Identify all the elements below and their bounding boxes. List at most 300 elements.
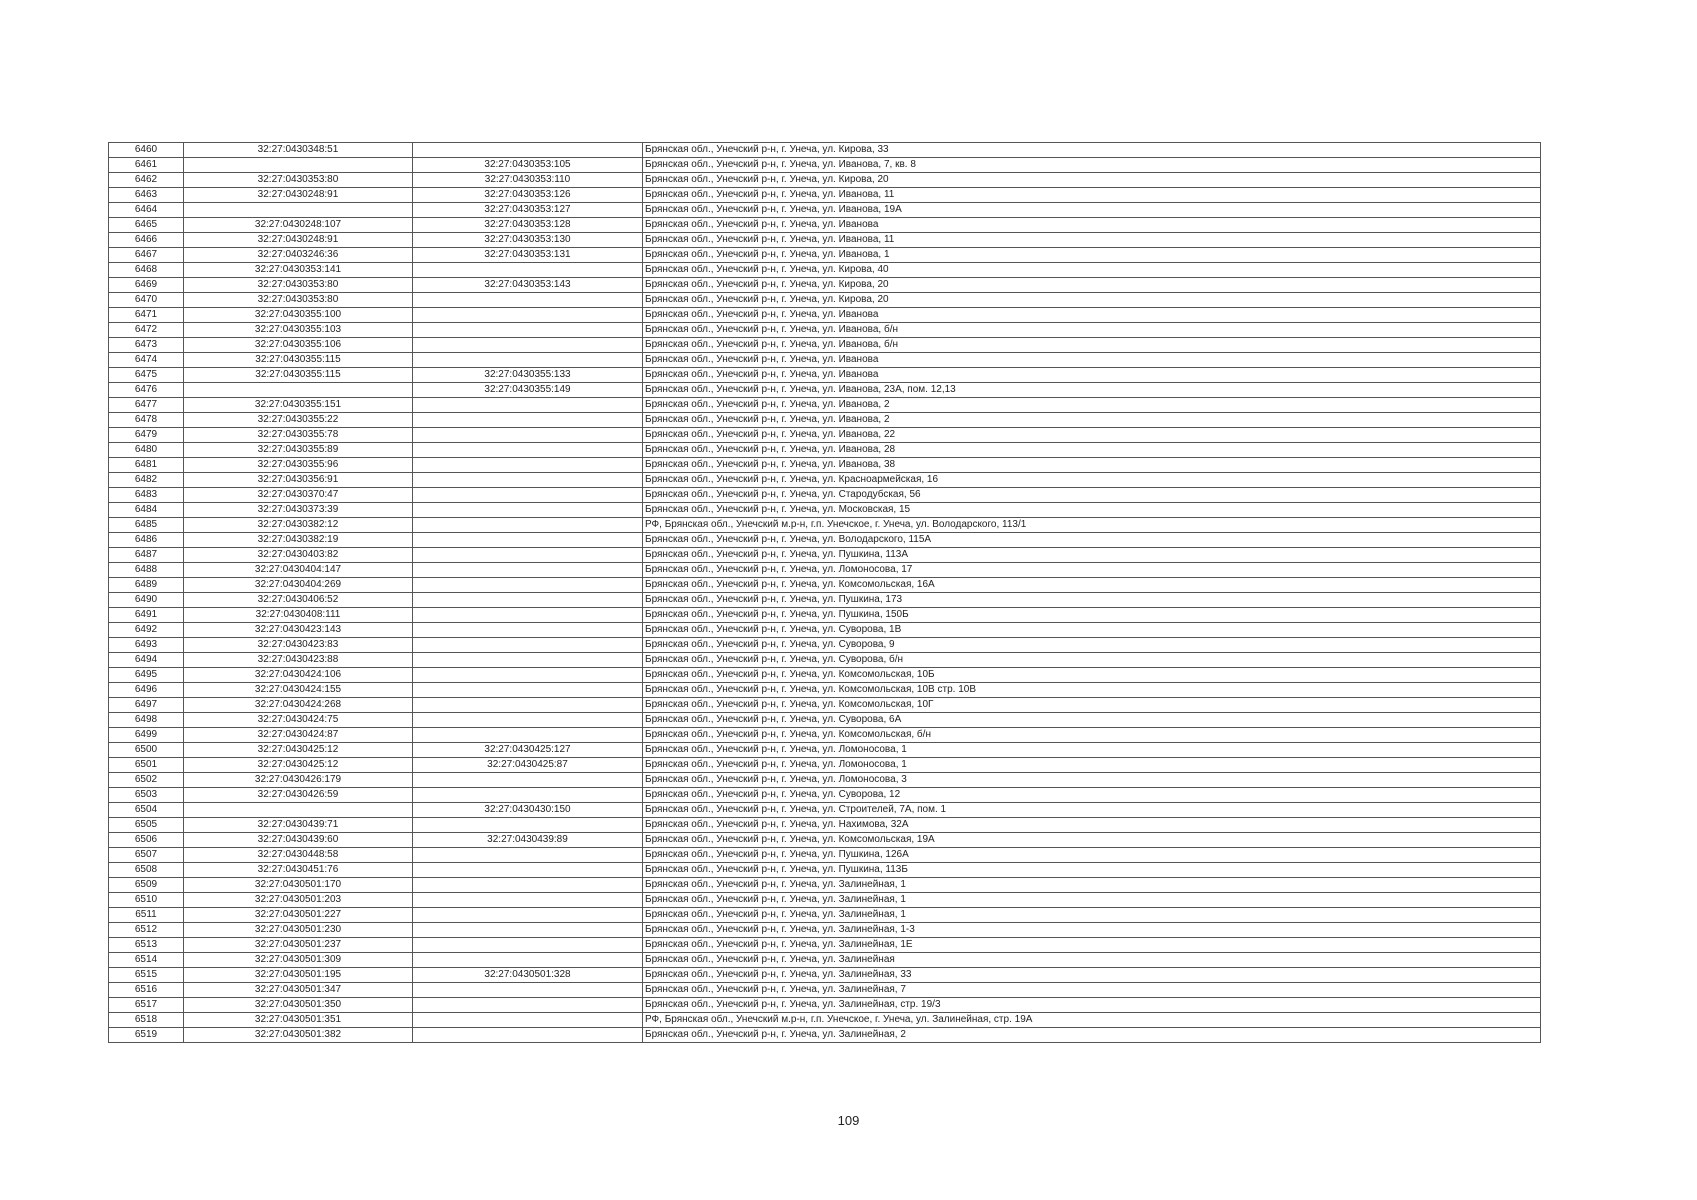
row-number-cell: 6514 <box>109 953 184 968</box>
row-number-cell: 6489 <box>109 578 184 593</box>
table-row <box>109 518 1541 533</box>
related-cadastral-number-cell: 32:27:0430430:150 <box>413 803 643 818</box>
related-cadastral-number-cell <box>413 773 643 788</box>
related-cadastral-number-cell: 32:27:0430501:328 <box>413 968 643 983</box>
cadastral-number-cell: 32:27:0430424:75 <box>184 713 413 728</box>
address-cell: Брянская обл., Унечский р-н, г. Унеча, ул. Иванова <box>643 308 1541 323</box>
row-number-cell: 6486 <box>109 533 184 548</box>
row-number-cell: 6495 <box>109 668 184 683</box>
row-number-cell: 6465 <box>109 218 184 233</box>
cadastral-number-cell: 32:27:0430501:237 <box>184 938 413 953</box>
table-row <box>109 908 1541 923</box>
row-number-cell: 6462 <box>109 173 184 188</box>
related-cadastral-number-cell: 32:27:0430425:127 <box>413 743 643 758</box>
related-cadastral-number-cell: 32:27:0430355:149 <box>413 383 643 398</box>
cadastral-number-cell: 32:27:0430501:203 <box>184 893 413 908</box>
table-row <box>109 968 1541 983</box>
table-row <box>109 188 1541 203</box>
row-number-cell: 6507 <box>109 848 184 863</box>
cadastral-number-cell: 32:27:0430355:22 <box>184 413 413 428</box>
related-cadastral-number-cell: 32:27:0430353:105 <box>413 158 643 173</box>
address-cell: Брянская обл., Унечский р-н, г. Унеча, ул. Суворова, 12 <box>643 788 1541 803</box>
cadastral-number-cell: 32:27:0430423:88 <box>184 653 413 668</box>
cadastral-number-cell: 32:27:0430348:51 <box>184 143 413 158</box>
table-row <box>109 713 1541 728</box>
related-cadastral-number-cell <box>413 638 643 653</box>
table-row <box>109 293 1541 308</box>
row-number-cell: 6503 <box>109 788 184 803</box>
cadastral-number-cell: 32:27:0430355:78 <box>184 428 413 443</box>
address-cell: Брянская обл., Унечский р-н, г. Унеча, ул. Иванова, 38 <box>643 458 1541 473</box>
cadastral-number-cell: 32:27:0430501:309 <box>184 953 413 968</box>
address-cell: Брянская обл., Унечский р-н, г. Унеча, ул. Иванова, 2 <box>643 413 1541 428</box>
row-number-cell: 6474 <box>109 353 184 368</box>
address-cell: Брянская обл., Унечский р-н, г. Унеча, ул. Пушкина, 126А <box>643 848 1541 863</box>
related-cadastral-number-cell: 32:27:0430353:126 <box>413 188 643 203</box>
cadastral-number-cell: 32:27:0430424:106 <box>184 668 413 683</box>
cadastral-number-cell: 32:27:0430355:103 <box>184 323 413 338</box>
row-number-cell: 6466 <box>109 233 184 248</box>
row-number-cell: 6497 <box>109 698 184 713</box>
cadastral-number-cell: 32:27:0430370:47 <box>184 488 413 503</box>
related-cadastral-number-cell <box>413 908 643 923</box>
cadastral-number-cell: 32:27:0430424:87 <box>184 728 413 743</box>
row-number-cell: 6501 <box>109 758 184 773</box>
address-cell: Брянская обл., Унечский р-н, г. Унеча, ул. Иванова <box>643 353 1541 368</box>
related-cadastral-number-cell <box>413 533 643 548</box>
related-cadastral-number-cell <box>413 938 643 953</box>
cadastral-number-cell: 32:27:0430423:83 <box>184 638 413 653</box>
address-cell: Брянская обл., Унечский р-н, г. Унеча, ул. Комсомольская, 10В стр. 10В <box>643 683 1541 698</box>
row-number-cell: 6509 <box>109 878 184 893</box>
address-cell: Брянская обл., Унечский р-н, г. Унеча, ул. Иванова <box>643 218 1541 233</box>
row-number-cell: 6518 <box>109 1013 184 1028</box>
table-row <box>109 563 1541 578</box>
row-number-cell: 6488 <box>109 563 184 578</box>
row-number-cell: 6513 <box>109 938 184 953</box>
address-cell: Брянская обл., Унечский р-н, г. Унеча, ул. Стародубская, 56 <box>643 488 1541 503</box>
cadastral-number-cell: 32:27:0430355:89 <box>184 443 413 458</box>
table-row <box>109 173 1541 188</box>
cadastral-number-cell: 32:27:0430353:141 <box>184 263 413 278</box>
row-number-cell: 6511 <box>109 908 184 923</box>
address-cell: Брянская обл., Унечский р-н, г. Унеча, ул. Иванова, 19А <box>643 203 1541 218</box>
table-row <box>109 383 1541 398</box>
address-cell: Брянская обл., Унечский р-н, г. Унеча, ул. Суворова, б/н <box>643 653 1541 668</box>
table-row <box>109 488 1541 503</box>
address-cell: Брянская обл., Унечский р-н, г. Унеча, ул. Иванова, 22 <box>643 428 1541 443</box>
table-row <box>109 998 1541 1013</box>
table-row <box>109 953 1541 968</box>
related-cadastral-number-cell <box>413 863 643 878</box>
cadastral-number-cell: 32:27:0430408:111 <box>184 608 413 623</box>
row-number-cell: 6483 <box>109 488 184 503</box>
registry-table <box>108 142 1541 1043</box>
row-number-cell: 6502 <box>109 773 184 788</box>
cadastral-number-cell: 32:27:0430425:12 <box>184 758 413 773</box>
address-cell: Брянская обл., Унечский р-н, г. Унеча, ул. Комсомольская, 19А <box>643 833 1541 848</box>
address-cell: Брянская обл., Унечский р-н, г. Унеча, ул. Иванова, 11 <box>643 188 1541 203</box>
related-cadastral-number-cell <box>413 713 643 728</box>
cadastral-number-cell: 32:27:0430451:76 <box>184 863 413 878</box>
table-row <box>109 668 1541 683</box>
related-cadastral-number-cell <box>413 683 643 698</box>
table-row <box>109 338 1541 353</box>
cadastral-number-cell: 32:27:0430501:170 <box>184 878 413 893</box>
table-row <box>109 578 1541 593</box>
related-cadastral-number-cell <box>413 998 643 1013</box>
address-cell: Брянская обл., Унечский р-н, г. Унеча, ул. Кирова, 40 <box>643 263 1541 278</box>
cadastral-number-cell: 32:27:0430403:82 <box>184 548 413 563</box>
address-cell: Брянская обл., Унечский р-н, г. Унеча, ул. Комсомольская, 16А <box>643 578 1541 593</box>
cadastral-number-cell: 32:27:0430501:230 <box>184 923 413 938</box>
cadastral-number-cell: 32:27:0430353:80 <box>184 278 413 293</box>
row-number-cell: 6510 <box>109 893 184 908</box>
address-cell: Брянская обл., Унечский р-н, г. Унеча, ул. Иванова, 23А, пом. 12,13 <box>643 383 1541 398</box>
row-number-cell: 6470 <box>109 293 184 308</box>
related-cadastral-number-cell <box>413 593 643 608</box>
row-number-cell: 6464 <box>109 203 184 218</box>
cadastral-number-cell <box>184 158 413 173</box>
table-row <box>109 923 1541 938</box>
cadastral-number-cell: 32:27:0430353:80 <box>184 173 413 188</box>
table-row <box>109 698 1541 713</box>
row-number-cell: 6499 <box>109 728 184 743</box>
related-cadastral-number-cell: 32:27:0430353:128 <box>413 218 643 233</box>
table-row <box>109 398 1541 413</box>
row-number-cell: 6473 <box>109 338 184 353</box>
related-cadastral-number-cell <box>413 653 643 668</box>
table-row <box>109 938 1541 953</box>
cadastral-number-cell: 32:27:0430425:12 <box>184 743 413 758</box>
row-number-cell: 6463 <box>109 188 184 203</box>
address-cell: Брянская обл., Унечский р-н, г. Унеча, ул. Кирова, 20 <box>643 173 1541 188</box>
row-number-cell: 6467 <box>109 248 184 263</box>
table-row <box>109 758 1541 773</box>
related-cadastral-number-cell <box>413 1013 643 1028</box>
table-row <box>109 503 1541 518</box>
related-cadastral-number-cell <box>413 953 643 968</box>
related-cadastral-number-cell: 32:27:0430353:110 <box>413 173 643 188</box>
table-row <box>109 833 1541 848</box>
related-cadastral-number-cell <box>413 893 643 908</box>
related-cadastral-number-cell <box>413 728 643 743</box>
table-row <box>109 413 1541 428</box>
address-cell: Брянская обл., Унечский р-н, г. Унеча, ул. Ломоносова, 3 <box>643 773 1541 788</box>
related-cadastral-number-cell <box>413 923 643 938</box>
address-cell: Брянская обл., Унечский р-н, г. Унеча, ул. Володарского, 115А <box>643 533 1541 548</box>
address-cell: Брянская обл., Унечский р-н, г. Унеча, ул. Иванова, 1 <box>643 248 1541 263</box>
related-cadastral-number-cell <box>413 353 643 368</box>
address-cell: Брянская обл., Унечский р-н, г. Унеча, ул. Суворова, 6А <box>643 713 1541 728</box>
cadastral-number-cell: 32:27:0430439:60 <box>184 833 413 848</box>
address-cell: Брянская обл., Унечский р-н, г. Унеча, ул. Пушкина, 113Б <box>643 863 1541 878</box>
row-number-cell: 6475 <box>109 368 184 383</box>
row-number-cell: 6481 <box>109 458 184 473</box>
table-row <box>109 263 1541 278</box>
address-cell: Брянская обл., Унечский р-н, г. Унеча, ул. Залинейная, стр. 19/3 <box>643 998 1541 1013</box>
cadastral-number-cell: 32:27:0403246:36 <box>184 248 413 263</box>
related-cadastral-number-cell <box>413 308 643 323</box>
table-row <box>109 893 1541 908</box>
address-cell: РФ, Брянская обл., Унечский м.р-н, г.п. Унечское, г. Унеча, ул. Залинейная, стр. 19А <box>643 1013 1541 1028</box>
address-cell: Брянская обл., Унечский р-н, г. Унеча, ул. Залинейная, 1 <box>643 908 1541 923</box>
table-row <box>109 143 1541 158</box>
row-number-cell: 6494 <box>109 653 184 668</box>
table-row <box>109 203 1541 218</box>
related-cadastral-number-cell <box>413 398 643 413</box>
row-number-cell: 6480 <box>109 443 184 458</box>
cadastral-number-cell: 32:27:0430373:39 <box>184 503 413 518</box>
row-number-cell: 6492 <box>109 623 184 638</box>
address-cell: Брянская обл., Унечский р-н, г. Унеча, ул. Пушкина, 173 <box>643 593 1541 608</box>
address-cell: Брянская обл., Унечский р-н, г. Унеча, ул. Кирова, 20 <box>643 278 1541 293</box>
cadastral-number-cell: 32:27:0430406:52 <box>184 593 413 608</box>
row-number-cell: 6485 <box>109 518 184 533</box>
row-number-cell: 6479 <box>109 428 184 443</box>
row-number-cell: 6468 <box>109 263 184 278</box>
table-row <box>109 443 1541 458</box>
related-cadastral-number-cell: 32:27:0430353:131 <box>413 248 643 263</box>
address-cell: Брянская обл., Унечский р-н, г. Унеча, ул. Комсомольская, б/н <box>643 728 1541 743</box>
address-cell: Брянская обл., Унечский р-н, г. Унеча, ул. Иванова, б/н <box>643 338 1541 353</box>
related-cadastral-number-cell <box>413 698 643 713</box>
related-cadastral-number-cell <box>413 488 643 503</box>
cadastral-number-cell: 32:27:0430501:347 <box>184 983 413 998</box>
row-number-cell: 6490 <box>109 593 184 608</box>
table-row <box>109 593 1541 608</box>
related-cadastral-number-cell <box>413 503 643 518</box>
cadastral-number-cell: 32:27:0430404:269 <box>184 578 413 593</box>
related-cadastral-number-cell: 32:27:0430353:143 <box>413 278 643 293</box>
row-number-cell: 6505 <box>109 818 184 833</box>
table-row <box>109 608 1541 623</box>
address-cell: Брянская обл., Унечский р-н, г. Унеча, ул. Ломоносова, 1 <box>643 758 1541 773</box>
row-number-cell: 6506 <box>109 833 184 848</box>
table-body <box>109 143 1541 1043</box>
address-cell: Брянская обл., Унечский р-н, г. Унеча, ул. Пушкина, 150Б <box>643 608 1541 623</box>
address-cell: Брянская обл., Унечский р-н, г. Унеча, ул. Комсомольская, 10Б <box>643 668 1541 683</box>
address-cell: Брянская обл., Унечский р-н, г. Унеча, ул. Залинейная <box>643 953 1541 968</box>
row-number-cell: 6500 <box>109 743 184 758</box>
row-number-cell: 6515 <box>109 968 184 983</box>
cadastral-number-cell: 32:27:0430426:179 <box>184 773 413 788</box>
related-cadastral-number-cell: 32:27:0430353:130 <box>413 233 643 248</box>
related-cadastral-number-cell <box>413 818 643 833</box>
table-row <box>109 278 1541 293</box>
address-cell: Брянская обл., Унечский р-н, г. Унеча, ул. Иванова, 2 <box>643 398 1541 413</box>
cadastral-number-cell: 32:27:0430501:227 <box>184 908 413 923</box>
cadastral-number-cell: 32:27:0430501:351 <box>184 1013 413 1028</box>
related-cadastral-number-cell <box>413 473 643 488</box>
address-cell: Брянская обл., Унечский р-н, г. Унеча, ул. Иванова, 7, кв. 8 <box>643 158 1541 173</box>
cadastral-number-cell: 32:27:0430426:59 <box>184 788 413 803</box>
address-cell: Брянская обл., Унечский р-н, г. Унеча, ул. Иванова, 28 <box>643 443 1541 458</box>
address-cell: Брянская обл., Унечский р-н, г. Унеча, ул. Залинейная, 1 <box>643 878 1541 893</box>
related-cadastral-number-cell: 32:27:0430353:127 <box>413 203 643 218</box>
cadastral-number-cell <box>184 803 413 818</box>
table-row <box>109 1013 1541 1028</box>
table-row <box>109 233 1541 248</box>
page-number: 109 <box>837 1113 860 1128</box>
cadastral-number-cell: 32:27:0430355:151 <box>184 398 413 413</box>
table-row <box>109 788 1541 803</box>
address-cell: Брянская обл., Унечский р-н, г. Унеча, ул. Залинейная, 1 <box>643 893 1541 908</box>
row-number-cell: 6512 <box>109 923 184 938</box>
table-row <box>109 428 1541 443</box>
related-cadastral-number-cell <box>413 788 643 803</box>
related-cadastral-number-cell <box>413 413 643 428</box>
related-cadastral-number-cell <box>413 878 643 893</box>
table-row <box>109 218 1541 233</box>
address-cell: Брянская обл., Унечский р-н, г. Унеча, ул. Ломоносова, 1 <box>643 743 1541 758</box>
cadastral-number-cell: 32:27:0430353:80 <box>184 293 413 308</box>
table-row <box>109 353 1541 368</box>
table-row <box>109 803 1541 818</box>
table-row <box>109 878 1541 893</box>
address-cell: Брянская обл., Унечский р-н, г. Унеча, ул. Залинейная, 1Е <box>643 938 1541 953</box>
table-row <box>109 743 1541 758</box>
address-cell: Брянская обл., Унечский р-н, г. Унеча, ул. Красноармейская, 16 <box>643 473 1541 488</box>
related-cadastral-number-cell: 32:27:0430425:87 <box>413 758 643 773</box>
address-cell: Брянская обл., Унечский р-н, г. Унеча, ул. Московская, 15 <box>643 503 1541 518</box>
related-cadastral-number-cell <box>413 428 643 443</box>
cadastral-number-cell: 32:27:0430448:58 <box>184 848 413 863</box>
row-number-cell: 6491 <box>109 608 184 623</box>
address-cell: Брянская обл., Унечский р-н, г. Унеча, ул. Иванова, б/н <box>643 323 1541 338</box>
related-cadastral-number-cell <box>413 458 643 473</box>
cadastral-number-cell <box>184 203 413 218</box>
related-cadastral-number-cell <box>413 143 643 158</box>
cadastral-number-cell: 32:27:0430382:19 <box>184 533 413 548</box>
related-cadastral-number-cell <box>413 293 643 308</box>
related-cadastral-number-cell <box>413 623 643 638</box>
row-number-cell: 6487 <box>109 548 184 563</box>
row-number-cell: 6482 <box>109 473 184 488</box>
address-cell: Брянская обл., Унечский р-н, г. Унеча, ул. Строителей, 7А, пом. 1 <box>643 803 1541 818</box>
address-cell: Брянская обл., Унечский р-н, г. Унеча, ул. Кирова, 20 <box>643 293 1541 308</box>
table-row <box>109 983 1541 998</box>
row-number-cell: 6508 <box>109 863 184 878</box>
row-number-cell: 6472 <box>109 323 184 338</box>
related-cadastral-number-cell <box>413 1028 643 1043</box>
related-cadastral-number-cell <box>413 518 643 533</box>
related-cadastral-number-cell <box>413 443 643 458</box>
row-number-cell: 6519 <box>109 1028 184 1043</box>
row-number-cell: 6496 <box>109 683 184 698</box>
table-row <box>109 368 1541 383</box>
cadastral-number-cell: 32:27:0430404:147 <box>184 563 413 578</box>
cadastral-number-cell: 32:27:0430423:143 <box>184 623 413 638</box>
cadastral-number-cell: 32:27:0430424:155 <box>184 683 413 698</box>
cadastral-number-cell: 32:27:0430501:195 <box>184 968 413 983</box>
address-cell: Брянская обл., Унечский р-н, г. Унеча, ул. Ломоносова, 17 <box>643 563 1541 578</box>
row-number-cell: 6517 <box>109 998 184 1013</box>
cadastral-number-cell: 32:27:0430355:100 <box>184 308 413 323</box>
table-row <box>109 158 1541 173</box>
address-cell: Брянская обл., Унечский р-н, г. Унеча, ул. Иванова <box>643 368 1541 383</box>
related-cadastral-number-cell <box>413 548 643 563</box>
related-cadastral-number-cell <box>413 563 643 578</box>
row-number-cell: 6461 <box>109 158 184 173</box>
address-cell: Брянская обл., Унечский р-н, г. Унеча, ул. Иванова, 11 <box>643 233 1541 248</box>
cadastral-number-cell: 32:27:0430501:350 <box>184 998 413 1013</box>
address-cell: Брянская обл., Унечский р-н, г. Унеча, ул. Пушкина, 113А <box>643 548 1541 563</box>
address-cell: Брянская обл., Унечский р-н, г. Унеча, ул. Нахимова, 32А <box>643 818 1541 833</box>
address-cell: Брянская обл., Унечский р-н, г. Унеча, ул. Залинейная, 33 <box>643 968 1541 983</box>
table-row <box>109 728 1541 743</box>
table-row <box>109 473 1541 488</box>
table-row <box>109 623 1541 638</box>
table-row <box>109 773 1541 788</box>
address-cell: Брянская обл., Унечский р-н, г. Унеча, ул. Суворова, 1В <box>643 623 1541 638</box>
address-cell: РФ, Брянская обл., Унечский м.р-н, г.п. Унечское, г. Унеча, ул. Володарского, 113/1 <box>643 518 1541 533</box>
table-row <box>109 1028 1541 1043</box>
table-row <box>109 683 1541 698</box>
table-row <box>109 248 1541 263</box>
table-row <box>109 818 1541 833</box>
cadastral-number-cell: 32:27:0430439:71 <box>184 818 413 833</box>
table-row <box>109 848 1541 863</box>
cadastral-number-cell: 32:27:0430248:91 <box>184 188 413 203</box>
address-cell: Брянская обл., Унечский р-н, г. Унеча, ул. Залинейная, 7 <box>643 983 1541 998</box>
cadastral-number-cell: 32:27:0430248:107 <box>184 218 413 233</box>
table-row <box>109 638 1541 653</box>
row-number-cell: 6516 <box>109 983 184 998</box>
cadastral-number-cell: 32:27:0430248:91 <box>184 233 413 248</box>
related-cadastral-number-cell: 32:27:0430439:89 <box>413 833 643 848</box>
row-number-cell: 6476 <box>109 383 184 398</box>
related-cadastral-number-cell <box>413 263 643 278</box>
related-cadastral-number-cell <box>413 338 643 353</box>
table-row <box>109 533 1541 548</box>
table-row <box>109 308 1541 323</box>
cadastral-number-cell: 32:27:0430355:106 <box>184 338 413 353</box>
row-number-cell: 6477 <box>109 398 184 413</box>
row-number-cell: 6484 <box>109 503 184 518</box>
address-cell: Брянская обл., Унечский р-н, г. Унеча, ул. Суворова, 9 <box>643 638 1541 653</box>
cadastral-number-cell: 32:27:0430382:12 <box>184 518 413 533</box>
row-number-cell: 6478 <box>109 413 184 428</box>
table-row <box>109 323 1541 338</box>
address-cell: Брянская обл., Унечский р-н, г. Унеча, ул. Комсомольская, 10Г <box>643 698 1541 713</box>
cadastral-number-cell: 32:27:0430355:96 <box>184 458 413 473</box>
related-cadastral-number-cell <box>413 848 643 863</box>
related-cadastral-number-cell <box>413 668 643 683</box>
table-row <box>109 458 1541 473</box>
cadastral-number-cell: 32:27:0430355:115 <box>184 353 413 368</box>
table-row <box>109 653 1541 668</box>
row-number-cell: 6504 <box>109 803 184 818</box>
cadastral-number-cell: 32:27:0430355:115 <box>184 368 413 383</box>
cadastral-number-cell <box>184 383 413 398</box>
address-cell: Брянская обл., Унечский р-н, г. Унеча, ул. Залинейная, 2 <box>643 1028 1541 1043</box>
related-cadastral-number-cell <box>413 983 643 998</box>
table-row <box>109 548 1541 563</box>
cadastral-number-cell: 32:27:0430501:382 <box>184 1028 413 1043</box>
row-number-cell: 6469 <box>109 278 184 293</box>
address-cell: Брянская обл., Унечский р-н, г. Унеча, ул. Кирова, 33 <box>643 143 1541 158</box>
related-cadastral-number-cell <box>413 323 643 338</box>
related-cadastral-number-cell <box>413 608 643 623</box>
row-number-cell: 6471 <box>109 308 184 323</box>
related-cadastral-number-cell <box>413 578 643 593</box>
row-number-cell: 6493 <box>109 638 184 653</box>
related-cadastral-number-cell: 32:27:0430355:133 <box>413 368 643 383</box>
row-number-cell: 6498 <box>109 713 184 728</box>
cadastral-number-cell: 32:27:0430356:91 <box>184 473 413 488</box>
row-number-cell: 6460 <box>109 143 184 158</box>
